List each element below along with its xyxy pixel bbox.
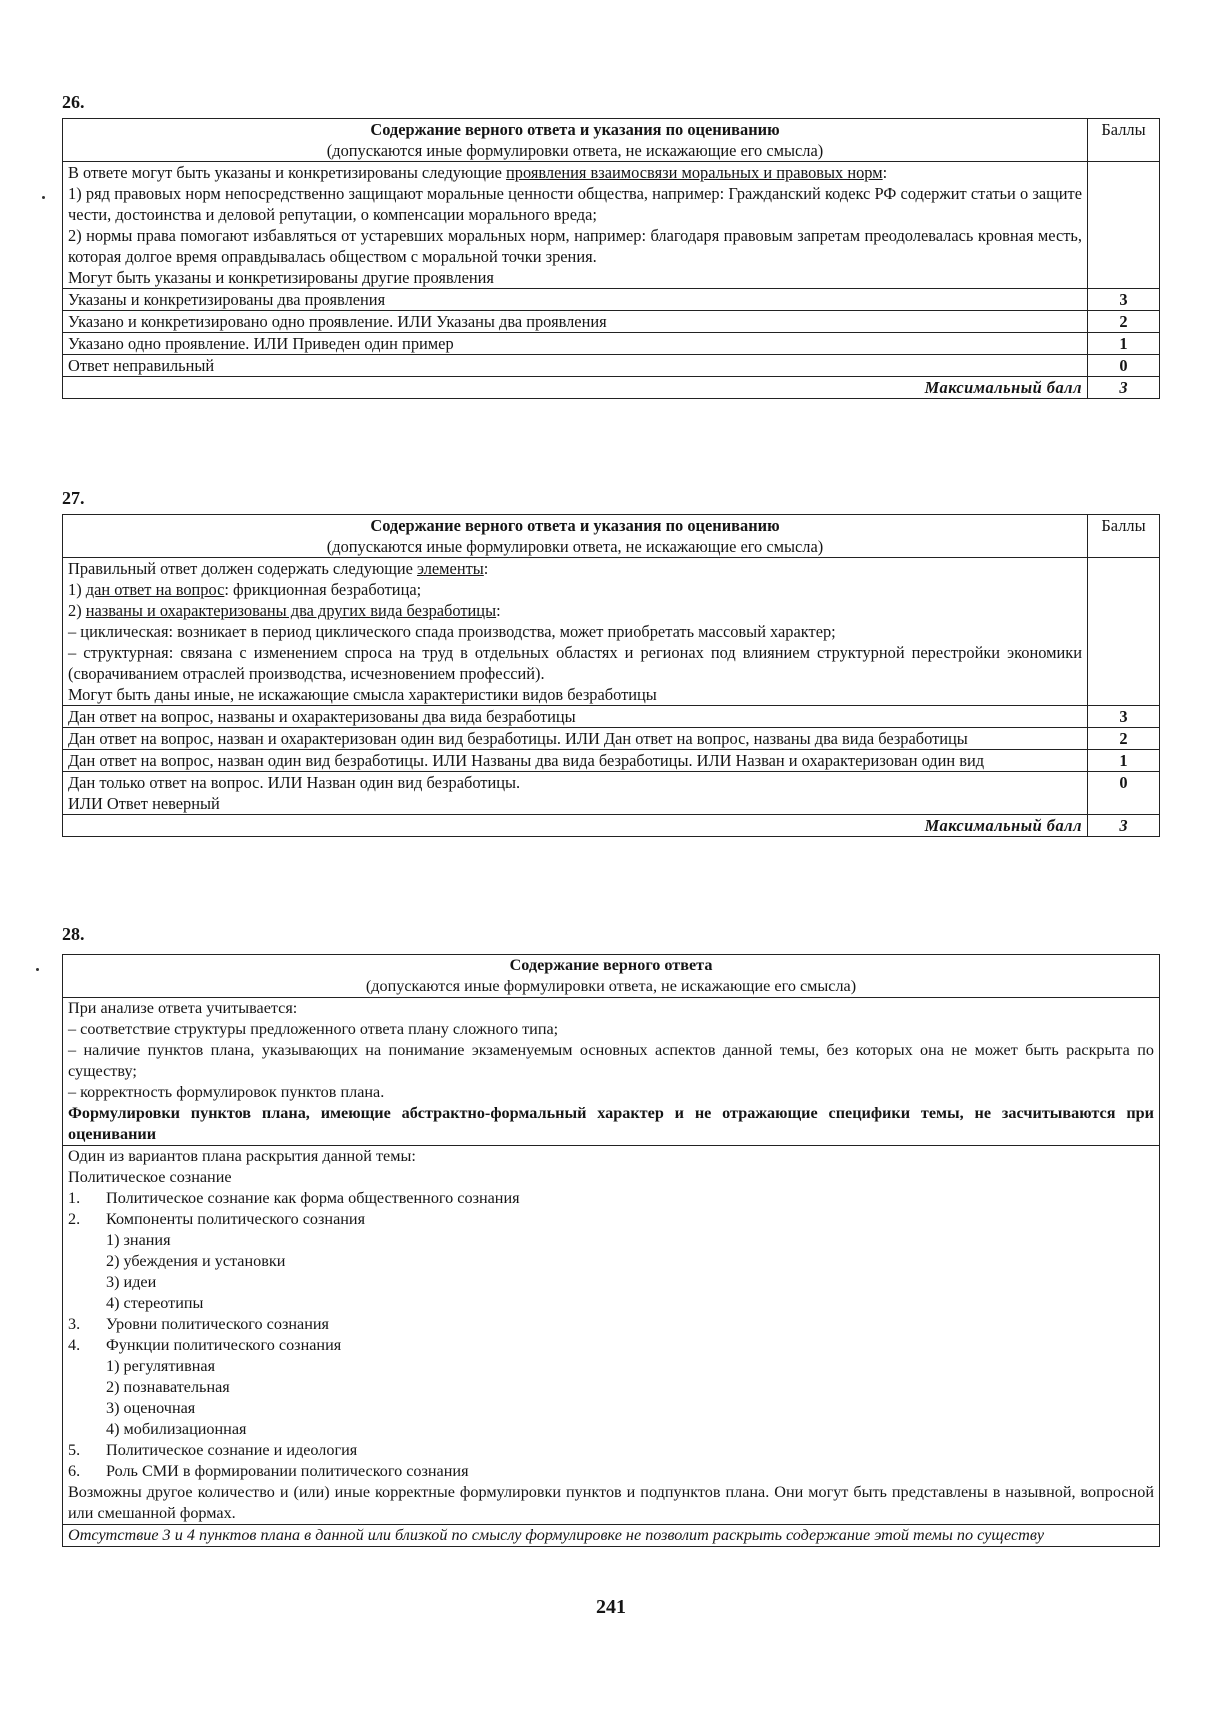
points-header: Баллы [1088, 515, 1160, 558]
table-row [63, 706, 1160, 728]
plan-item-text: Функции политического сознания [106, 1336, 342, 1354]
max-score-label: Максимальный балл [63, 377, 1088, 399]
question-number-26: 26. [62, 92, 85, 112]
type-cyclical: – циклическая: возникает в период циклического спада производства, может приобретать массовый характер; [68, 622, 836, 641]
header-title: Содержание верного ответа [509, 956, 713, 974]
header-cell [63, 515, 1088, 558]
element-2-underlined: названы и охарактеризованы два других вида безработицы [85, 601, 497, 620]
header-subtitle: (допускаются иные формулировки ответа, не искажающие его смысла) [365, 977, 857, 995]
plan-table-28 [62, 954, 1160, 1547]
answer-content [63, 558, 1088, 706]
plan-subitem: 3) оценочная [106, 1399, 196, 1417]
header-title: Содержание верного ответа и указания по оцениванию [370, 120, 780, 139]
scan-speck [36, 968, 39, 971]
max-score-label: Максимальный балл [63, 815, 1088, 837]
criterion-text: Дан ответ на вопрос, назван и охарактеризован один вид безработицы. ИЛИ Дан ответ на вопрос, названы два вида безработицы [63, 728, 1088, 750]
table-row [63, 289, 1160, 311]
intro-text: Правильный ответ должен содержать следующие [68, 559, 417, 578]
table-row [63, 333, 1160, 355]
plan-item [68, 1188, 1154, 1209]
intro-colon: : [483, 559, 489, 578]
plan-subitem: 1) знания [106, 1231, 171, 1249]
criteria-intro: При анализе ответа учитывается: [68, 999, 298, 1017]
max-score-row [63, 377, 1160, 399]
note-other: Могут быть указаны и конкретизированы другие проявления [68, 268, 494, 287]
criterion-points: 2 [1088, 728, 1160, 750]
plan-subitem: 4) стереотипы [106, 1294, 204, 1312]
plan-subitem: 2) убеждения и установки [106, 1252, 286, 1270]
intro-text: В ответе могут быть указаны и конкретизированы следующие [68, 163, 506, 182]
table-header-row [63, 515, 1160, 558]
point-2: 2) нормы права помогают избавляться от устаревших моральных норм, например: благодаря правовым запретам преодолевалась кровная месть, которая долгое время оправдывалась обществом с моральной точки зрения. [68, 226, 1082, 266]
max-score-value: 3 [1088, 815, 1160, 837]
element-1-number: 1) [68, 580, 86, 599]
plan-row [63, 1146, 1160, 1525]
criterion-points: 3 [1088, 289, 1160, 311]
criterion-2: – наличие пунктов плана, указывающих на понимание экзаменуемым основных аспектов данной темы, без которых она не может быть раскрыта по существу; [68, 1041, 1154, 1080]
plan-subitem: 1) регулятивная [106, 1357, 216, 1375]
note-other: Могут быть даны иные, не искажающие смысла характеристики видов безработицы [68, 685, 657, 704]
plan-item [68, 1209, 1154, 1230]
plan-item [68, 1440, 1154, 1461]
criterion-text [63, 772, 1088, 815]
header-title: Содержание верного ответа и указания по оцениванию [370, 516, 780, 535]
max-score-value: 3 [1088, 377, 1160, 399]
evaluation-criteria [63, 998, 1160, 1146]
plan-outro: Возможны другое количество и (или) иные корректные формулировки пунктов и подпунктов плана. Они могут быть представлены в назывной, вопросной или смешанной формах. [68, 1483, 1154, 1522]
intro-colon: : [882, 163, 888, 182]
criterion-1: – соответствие структуры предложенного ответа плану сложного типа; [68, 1020, 559, 1038]
plan-item-number: 2. [68, 1210, 81, 1228]
plan-item [68, 1335, 1154, 1356]
criterion-points: 2 [1088, 311, 1160, 333]
plan-item-number: 4. [68, 1336, 81, 1354]
criterion-points: 0 [1088, 772, 1160, 815]
element-2-number: 2) [68, 601, 86, 620]
table-header-row [63, 119, 1160, 162]
header-cell [63, 955, 1160, 998]
criterion-text: Указано одно проявление. ИЛИ Приведен один пример [63, 333, 1088, 355]
plan-item-text: Политическое сознание и идеология [106, 1441, 358, 1459]
grading-table-27 [62, 514, 1160, 837]
intro-underlined: проявления взаимосвязи моральных и правовых норм [505, 163, 883, 182]
element-2-rest: : [496, 601, 501, 620]
criterion-text: Ответ неправильный [63, 355, 1088, 377]
max-score-row [63, 815, 1160, 837]
question-number-27: 27. [62, 488, 85, 508]
criterion-3: – корректность формулировок пунктов плана. [68, 1083, 385, 1101]
grading-table-26 [62, 118, 1160, 399]
plan-item [68, 1314, 1154, 1335]
element-1-rest: : фрикционная безработица; [224, 580, 422, 599]
table-row [63, 355, 1160, 377]
table-row [63, 772, 1160, 815]
plan-item-text: Политическое сознание как форма общественного сознания [106, 1189, 520, 1207]
plan-item-text: Компоненты политического сознания [106, 1210, 366, 1228]
criterion-points: 0 [1088, 355, 1160, 377]
empty-points-cell [1088, 162, 1160, 289]
criterion-points: 1 [1088, 750, 1160, 772]
table-header-row [63, 955, 1160, 998]
plan-item-text: Роль СМИ в формировании политического сознания [106, 1462, 469, 1480]
scan-speck [42, 196, 45, 199]
plan-item-number: 5. [68, 1441, 81, 1459]
plan-item-number: 6. [68, 1462, 81, 1480]
plan-subitem: 3) идеи [106, 1273, 157, 1291]
table-row [63, 728, 1160, 750]
criterion-text: Дан ответ на вопрос, назван один вид безработицы. ИЛИ Названы два вида безработицы. ИЛИ Назван и охарактеризован один вид [63, 750, 1088, 772]
header-cell [63, 119, 1088, 162]
criterion-points: 3 [1088, 706, 1160, 728]
plan-title: Политическое сознание [68, 1168, 232, 1186]
table-row [63, 750, 1160, 772]
sample-plan [63, 1146, 1160, 1525]
plan-subitem: 2) познавательная [106, 1378, 230, 1396]
criterion-text: Указаны и конкретизированы два проявления [63, 289, 1088, 311]
criterion-text-line-1: Дан только ответ на вопрос. ИЛИ Назван один вид безработицы. [68, 773, 521, 792]
table-row [63, 311, 1160, 333]
point-1: 1) ряд правовых норм непосредственно защищают моральные ценности общества, например: Гражданский кодекс РФ содержит статьи о защите чести, достоинства и деловой репутации, о компенсации морального вреда; [68, 184, 1082, 224]
page-number: 241 [596, 1596, 626, 1618]
content-row [63, 558, 1160, 706]
intro-underlined: элементы [416, 559, 484, 578]
criterion-text-line-2: ИЛИ Ответ неверный [68, 794, 220, 813]
criteria-row [63, 998, 1160, 1146]
plan-subitem: 4) мобилизационная [106, 1420, 247, 1438]
note-row [63, 1525, 1160, 1547]
content-row [63, 162, 1160, 289]
plan-intro: Один из вариантов плана раскрытия данной темы: [68, 1147, 416, 1165]
plan-note: Отсутствие 3 и 4 пунктов плана в данной или близкой по смыслу формулировке не позволит раскрыть содержание этой темы по существу [63, 1525, 1160, 1547]
plan-item-text: Уровни политического сознания [106, 1315, 329, 1333]
header-subtitle: (допускаются иные формулировки ответа, не искажающие его смысла) [326, 537, 824, 556]
header-subtitle: (допускаются иные формулировки ответа, не искажающие его смысла) [326, 141, 824, 160]
answer-content [63, 162, 1088, 289]
plan-item [68, 1461, 1154, 1482]
plan-item-number: 1. [68, 1189, 81, 1207]
criterion-text: Указано и конкретизировано одно проявление. ИЛИ Указаны два проявления [63, 311, 1088, 333]
type-structural: – структурная: связана с изменением спроса на труд в отдельных областях и регионах под влиянием структурной перестройки экономики (сворачиванием отраслей производства, исчезновением профессий). [68, 643, 1082, 683]
plan-item-number: 3. [68, 1315, 81, 1333]
question-number-28: 28. [62, 924, 85, 944]
element-1-underlined: дан ответ на вопрос [85, 580, 225, 599]
criterion-points: 1 [1088, 333, 1160, 355]
criteria-bold-note: Формулировки пунктов плана, имеющие абстрактно-формальный характер и не отражающие специфики темы, не засчитываются при оценивании [68, 1104, 1154, 1143]
empty-points-cell [1088, 558, 1160, 706]
points-header: Баллы [1088, 119, 1160, 162]
criterion-text: Дан ответ на вопрос, названы и охарактеризованы два вида безработицы [63, 706, 1088, 728]
